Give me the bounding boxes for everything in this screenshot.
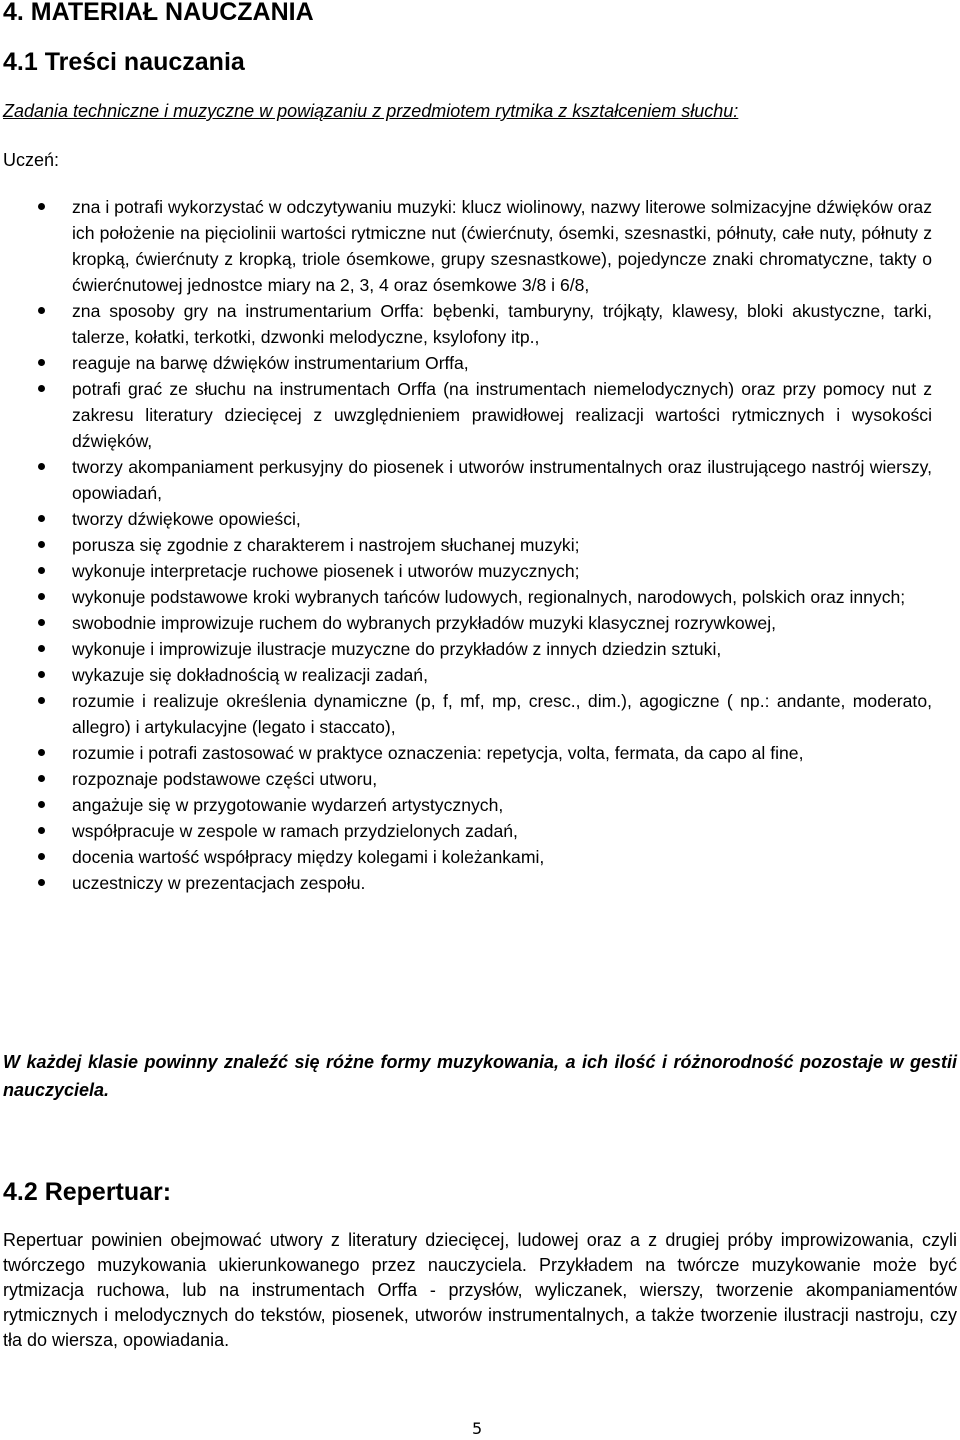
list-item: angażuje się w przygotowanie wydarzeń artystycznych, [0, 792, 960, 818]
list-item: współpracuje w zespole w ramach przydzielonych zadań, [0, 818, 960, 844]
teacher-note: W każdej klasie powinny znaleźć się różne formy muzykowania, a ich ilość i różnorodność pozostaje w gestii nauczyciela. [3, 1052, 957, 1100]
list-item: potrafi grać ze słuchu na instrumentach Orffa (na instrumentach niemelodycznych) oraz przy pomocy nut z zakresu literatury dziecięcej z uwzględnieniem prawidłowej realizacji wartości rytmicznych i wysokości dźwięków, [0, 376, 960, 454]
list-item: wykonuje i improwizuje ilustracje muzyczne do przykładów z innych dziedzin sztuki, [0, 636, 960, 662]
list-item: docenia wartość współpracy między kolegami i koleżankami, [0, 844, 960, 870]
repertoire-heading: 4.2 Repertuar: [3, 1178, 172, 1206]
section-heading: 4. MATERIAŁ NAUCZANIA [3, 0, 314, 26]
list-item: uczestniczy w prezentacjach zespołu. [0, 870, 960, 896]
list-item: tworzy akompaniament perkusyjny do piosenek i utworów instrumentalnych oraz ilustrującego nastrój wierszy, opowiadań, [0, 454, 960, 506]
list-item: wykazuje się dokładnością w realizacji zadań, [0, 662, 960, 688]
page-number: 5 [472, 1419, 483, 1438]
list-item: reaguje na barwę dźwięków instrumentarium Orffa, [0, 350, 960, 376]
list-item: rozumie i realizuje określenia dynamiczne (p, f, mf, mp, cresc., dim.), agogiczne ( np.: andante, moderato, allegro) i artykulacyjne (legato i staccato), [0, 688, 960, 740]
list-item: porusza się zgodnie z charakterem i nastrojem słuchanej muzyki; [0, 532, 960, 558]
intro-text: Zadania techniczne i muzyczne w powiązaniu z przedmiotem rytmika z kształceniem słuchu: [3, 101, 739, 121]
subsection-heading: 4.1 Treści nauczania [3, 48, 245, 76]
list-item: tworzy dźwiękowe opowieści, [0, 506, 960, 532]
learning-outcomes-list [0, 194, 960, 896]
list-item: rozpoznaje podstawowe części utworu, [0, 766, 960, 792]
list-item: rozumie i potrafi zastosować w praktyce oznaczenia: repetycja, volta, fermata, da capo al fine, [0, 740, 960, 766]
list-item: zna i potrafi wykorzystać w odczytywaniu muzyki: klucz wiolinowy, nazwy literowe solmizacyjne dźwięków oraz ich położenie na pięciolinii wartości rytmiczne nut (ćwierćnuty, ósemki, szesnastki, półnuty, całe nuty, półnuty z kropką, ćwierćnuty z kropką, triole ósemkowe, grupy szesnastkowe), pojedyncze znaki chromatyczne, takty o ćwierćnutowej jednostce miary na 2, 3, 4 oraz ósemkowe 3/8 i 6/8, [0, 194, 960, 298]
list-item: zna sposoby gry na instrumentarium Orffa: bębenki, tamburyny, trójkąty, klawesy, bloki akustyczne, tarki, talerze, kołatki, terkotki, dzwonki melodyczne, ksylofony itp., [0, 298, 960, 350]
student-label: Uczeń: [3, 150, 60, 170]
list-item: swobodnie improwizuje ruchem do wybranych przykładów muzyki klasycznej rozrywkowej, [0, 610, 960, 636]
list-item: wykonuje interpretacje ruchowe piosenek i utworów muzycznych; [0, 558, 960, 584]
list-item: wykonuje podstawowe kroki wybranych tańców ludowych, regionalnych, narodowych, polskich oraz innych; [0, 584, 960, 610]
repertoire-paragraph: Repertuar powinien obejmować utwory z literatury dziecięcej, ludowej oraz a z drugiej próby improwizowania, czyli twórczego muzykowania ukierunkowanego przez nauczyciela. Przykładem na twórcze muzykowanie może być rytmizacja ruchowa, lub na instrumentach Orffa - przysłów, wyliczanek, wierszy, tworzenie akompaniamentów rytmicznych i melodycznych do tekstów, piosenek, utworów instrumentalnych, a także tworzenie ilustracji nastroju, czy tła do wiersza, opowiadania. [3, 1230, 957, 1350]
